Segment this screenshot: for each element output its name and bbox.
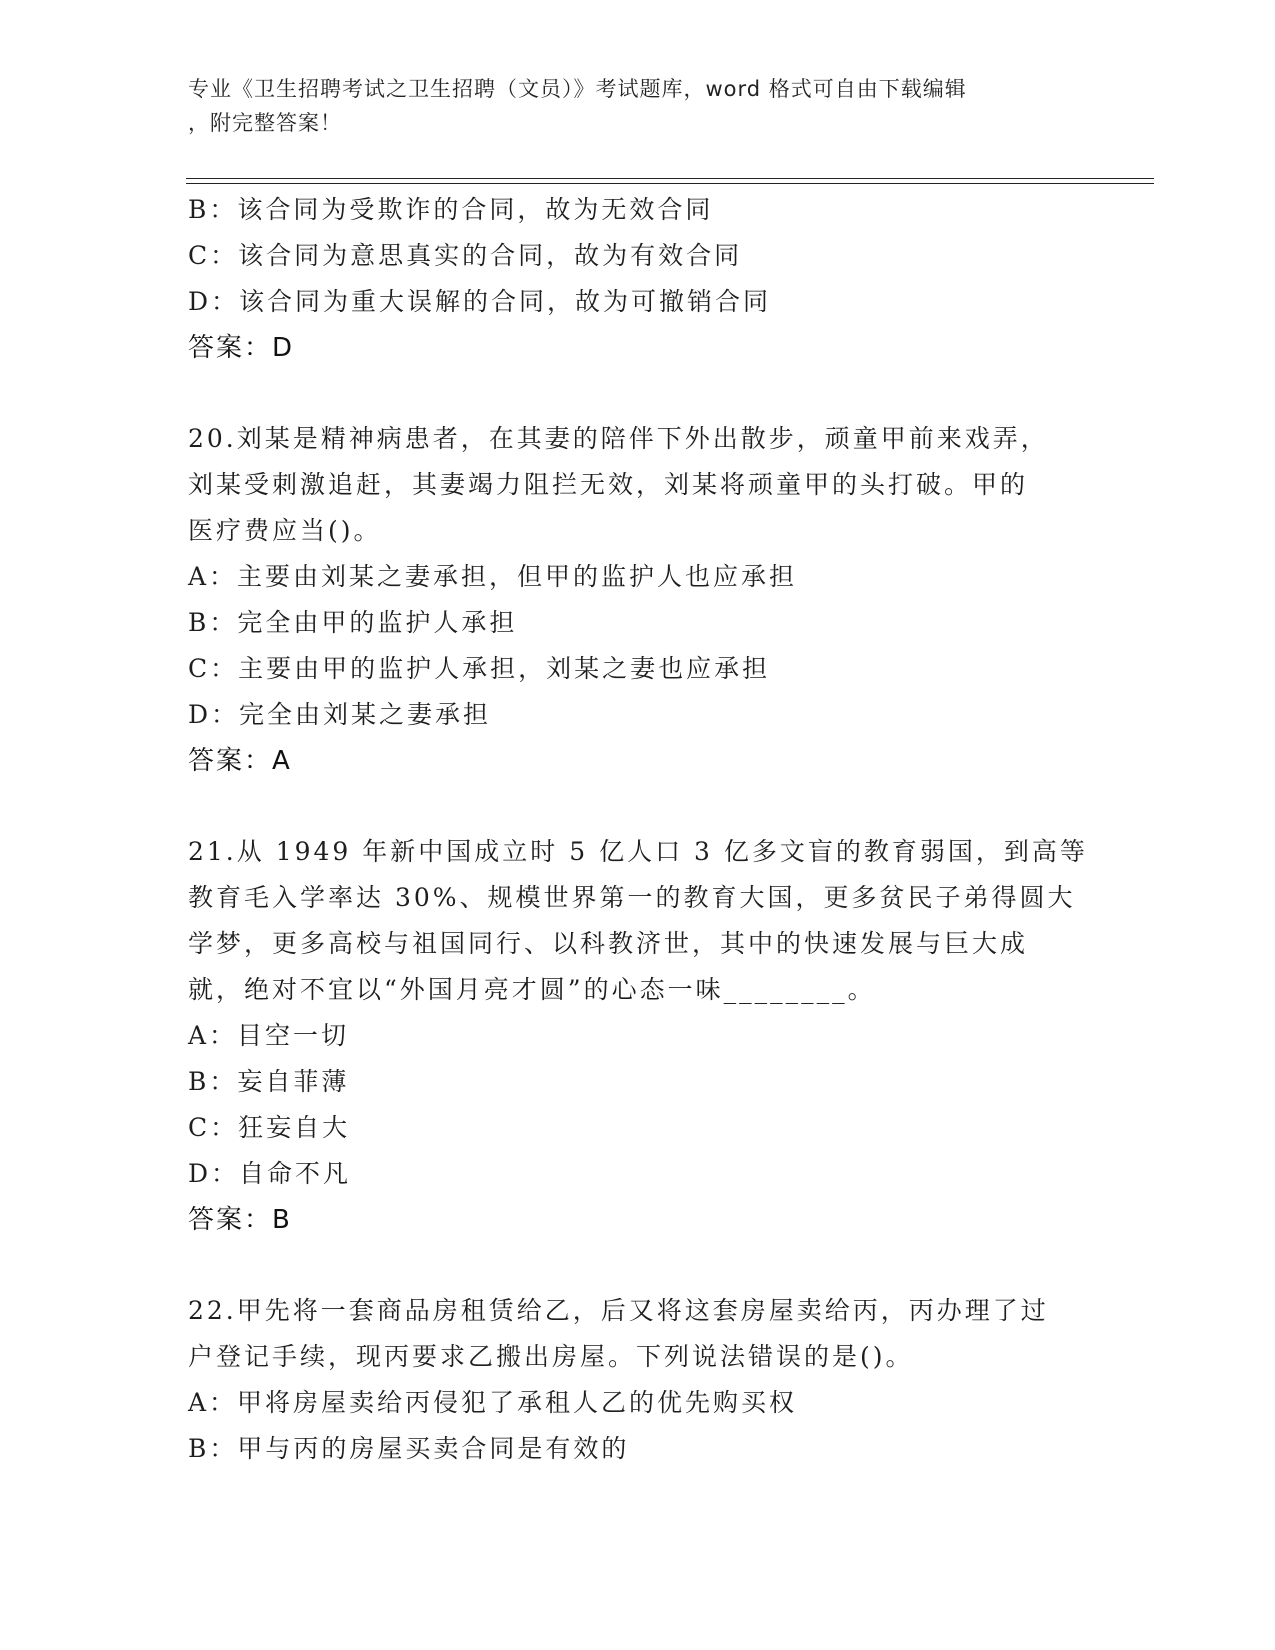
answer-line: 答案：D — [188, 333, 295, 363]
option-b: B：妄自菲薄 — [188, 1067, 350, 1096]
answer-line: 答案：A — [188, 746, 292, 776]
option-d: D：完全由刘某之妻承担 — [188, 700, 492, 729]
question-text-line: 20.刘某是精神病患者，在其妻的陪伴下外出散步，顽童甲前来戏弄， — [188, 424, 1049, 453]
question-21 — [188, 829, 1088, 1243]
option-c: C：狂妄自大 — [188, 1113, 351, 1142]
option-a: A：主要由刘某之妻承担，但甲的监护人也应承担 — [188, 562, 798, 591]
header-rule-bottom — [186, 183, 1154, 184]
question-text-line: 21.从 1949 年新中国成立时 5 亿人口 3 亿多文盲的教育弱国，到高等 — [188, 837, 1088, 866]
option-d: D：自命不凡 — [188, 1159, 352, 1188]
question-text-line: 刘某受刺激追赶，其妻竭力阻拦无效，刘某将顽童甲的头打破。甲的 — [188, 470, 1029, 499]
option-d: D：该合同为重大误解的合同，故为可撤销合同 — [188, 287, 772, 316]
header-rule-top — [186, 178, 1154, 179]
question-20 — [188, 416, 1088, 784]
question-text-line: 学梦，更多高校与祖国同行、以科教济世，其中的快速发展与巨大成 — [188, 929, 1029, 958]
option-c: C：该合同为意思真实的合同，故为有效合同 — [188, 241, 743, 270]
document-header — [188, 72, 1088, 140]
question-19-tail — [188, 187, 1088, 371]
option-a: A：甲将房屋卖给丙侵犯了承租人乙的优先购买权 — [188, 1388, 798, 1417]
answer-line: 答案：B — [188, 1205, 292, 1235]
header-line-1: 专业《卫生招聘考试之卫生招聘（文员）》考试题库，word 格式可自由下载编辑 — [188, 77, 967, 101]
question-text-line: 教育毛入学率达 30%、规模世界第一的教育大国，更多贫民子弟得圆大 — [188, 883, 1076, 912]
option-c: C：主要由甲的监护人承担，刘某之妻也应承担 — [188, 654, 771, 683]
question-22 — [188, 1288, 1088, 1472]
option-b: B：甲与丙的房屋买卖合同是有效的 — [188, 1434, 630, 1463]
question-content — [188, 187, 1088, 1472]
option-b: B：完全由甲的监护人承担 — [188, 608, 518, 637]
option-b: B：该合同为受欺诈的合同，故为无效合同 — [188, 195, 714, 224]
question-text-line: 22.甲先将一套商品房租赁给乙，后又将这套房屋卖给丙，丙办理了过 — [188, 1296, 1049, 1325]
option-a: A：目空一切 — [188, 1021, 350, 1050]
question-text-line: 就，绝对不宜以“外国月亮才圆”的心态一味________。 — [188, 975, 876, 1004]
question-text-line: 户登记手续，现丙要求乙搬出房屋。下列说法错误的是()。 — [188, 1342, 914, 1371]
header-line-2: ，附完整答案！ — [188, 111, 342, 135]
question-text-line: 医疗费应当()。 — [188, 516, 382, 545]
